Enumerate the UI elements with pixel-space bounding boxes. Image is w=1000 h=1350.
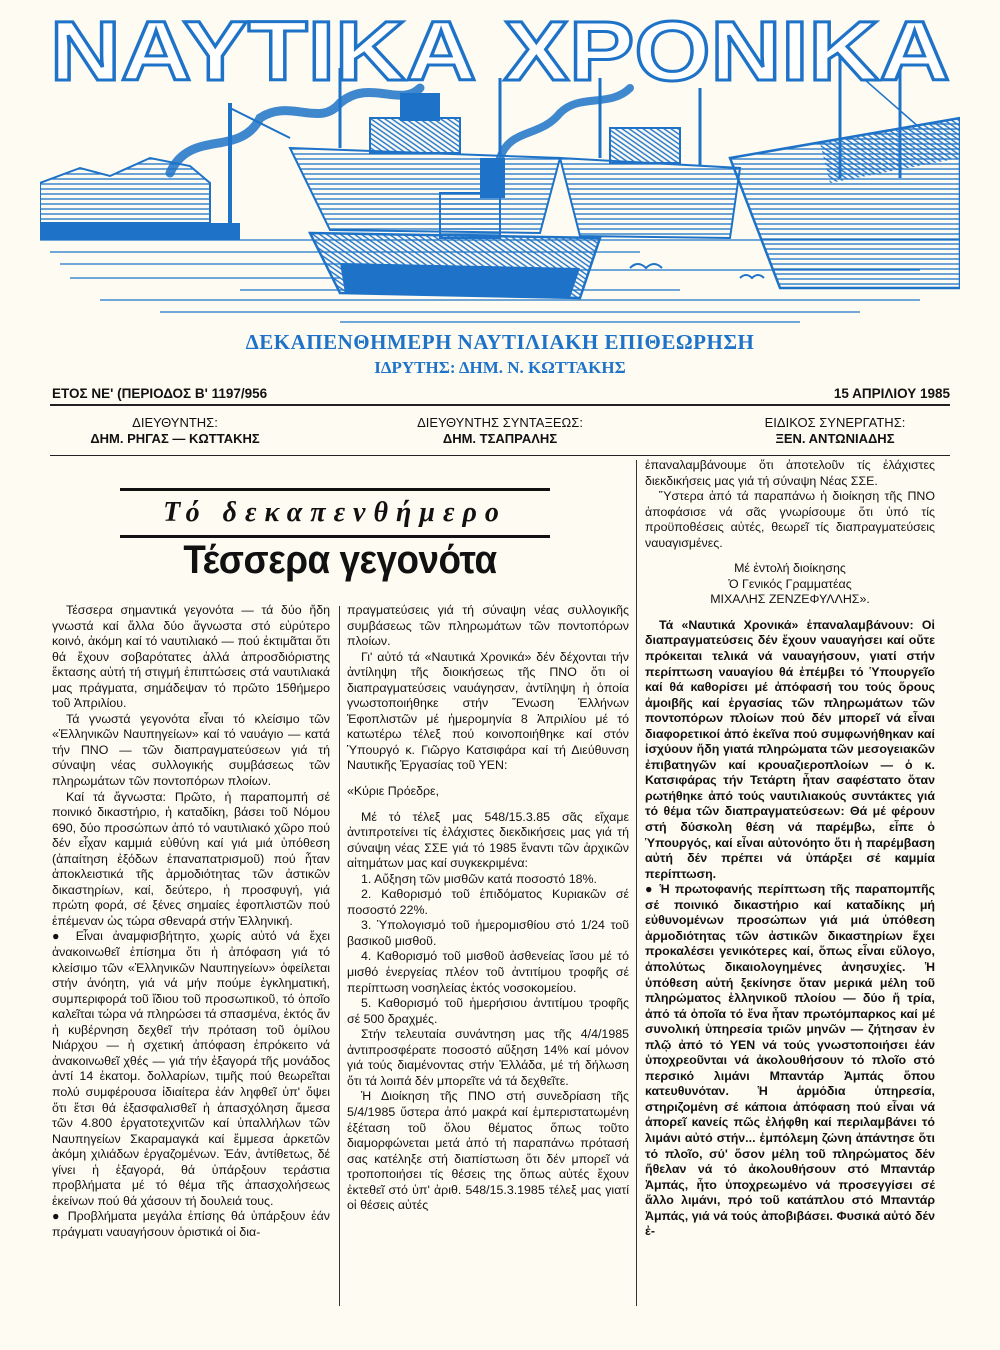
signature-line: Μέ ἐντολή διοίκησης — [734, 561, 846, 576]
paragraph: Στήν τελευταία συνάντηση μας τῆς 4/4/1985 ἀντιπροσφέρατε ποσοστό αὔξηση 14% καί μόνον γιά τούς διαμένοντας στήν Ἑλλάδα, μέ τή δήλωση ὅτι τά λοιπά δέν μπορεῖτε νά τά δεχθεῖτε. — [347, 1027, 629, 1088]
paragraph: Γι' αὐτό τά «Ναυτικά Χρονικά» δέν δέχονται τήν ἀντίληψη τῆς διοικήσεως τῆς ΠΝΟ ὅτι οἱ διαπραγματεύσεις ναυάγησαν, ἀντίληψη ἡ ὁποία γνωστοποιήθηκε στήν Ἕνωση Ἑλλήνων Ἐφοπλιστῶν μέ ἡμερομηνία 8 Ἀπριλίου μέ τό κατωτέρω τέλεξ πού κοινοποιήθηκε καί στόν Ὑπουργό κ. Γιῶργο Κατσιφάρα καί τή Διεύθυνση Ναυτικῆς Ἐργασίας τοῦ ΥΕΝ: — [347, 649, 629, 773]
header-rule — [50, 404, 950, 406]
demand-item: 3. Ὑπολογισμό τοῦ ἡμερομισθίου στό 1/24 τοῦ βασικοῦ μισθοῦ. — [347, 918, 629, 948]
paragraph: Ὕστερα ἀπό τά παραπάνω ἡ διοίκηση τῆς ΠΝΟ ἀποφάσισε νά σᾶς γνωρίσουμε ὅτι ὑπό τίς προϋποθέσεις αὐτές, θεωρεῖ τίς διαπραγματεύσεις ναυαγισμένες. — [645, 489, 935, 550]
staff-role: ΔΙΕΥΘΥΝΤΗΣ ΣΥΝΤΑΞΕΩΣ: — [417, 415, 583, 430]
paragraph: Μέ τό τέλεξ μας 548/15.3.85 σᾶς εἴχαμε ἀντιπροτείνει τίς ἐλάχιστες διεκδικήσεις μας γιά τή σύναψη νέας ΣΣΕ γιά τό 1985 ἔναντι τῶν ἀρχικῶν αἰτημάτων μας καί συγκεκριμένα: — [347, 809, 629, 871]
paragraph: Καί τά ἄγνωστα: Πρῶτο, ἡ παραπομπή σέ ποινικό δικαστήριο, ἡ καταδίκη, βάσει τοῦ Νόμου 690, δύο προσώπων ἀπό τό ναυτιλιακό χῶρο πού δέν εἶχαν καμμιά εὐθύνη καί γιά μιά ὑπόθεση (ἀπαίτηση ἐξόδων ἐπαναπατρισμοῦ) πού ἦταν ἀποκλειστικά τῆς ἁρμοδιότητας τῶν ἀστικῶν δικαστηρίων, καί, δεύτερο, ἡ προσφυγή, γιά πρώτη φορά, σέ ξένες σημαίες ἐφοπλιστῶν πού ἐπέμεναν ὡς τώρα σθεναρά στήν Ἑλληνική. — [52, 789, 330, 928]
column-rule — [636, 460, 637, 1306]
staff-editor — [370, 415, 630, 447]
staff-role: ΔΙΕΥΘΥΝΤΗΣ: — [132, 415, 218, 430]
paragraph: Τέσσερα σημαντικά γεγονότα — τά δύο ἤδη γνωστά καί ἄλλα δύο ἄγνωστα στό εὐρύτερο κοινό, ἀκόμη καί τό ναυτιλιακό — πού ἐκτιμᾶται ὅτι θά ἔχουν σοβαρότατες ἀλλά ἀπροσδιόριστης ἔκτασης αὐτή τή στιγμή ἐπιπτώσεις στά ναυτιλιακά μας πράγματα, σημάδεψαν τό πρῶτο 15θήμερο τοῦ Ἀπριλίου. — [52, 603, 330, 711]
masthead-illustration — [40, 8, 960, 333]
kicker-text: Τό δεκαπενθήμερο — [163, 497, 507, 528]
paragraph: ● Προβλήματα μεγάλα ἐπίσης θά ὑπάρξουν ἐάν πράγματι ναυαγήσουν ὁριστικά οἱ δια- — [52, 1209, 330, 1239]
masthead-title: ΝΑΥΤΙΚΑ ΧΡΟΝΙΚΑ — [50, 8, 950, 98]
paragraph: Ἡ Διοίκηση τῆς ΠΝΟ στή συνεδρίαση τῆς 5/4/1985 ὕστερα ἀπό μακρά καί ἐμπεριστατωμένη ἐξέταση τοῦ ὅλου θέματος ὅπως τοῦτο διαμορφώνεται μετά ἀπό τή παραπάνω πρότασή σας κατέληξε στή διαπίστωση ὅτι δέν μπορεῖ νά τροποποιήσει τίς θέσεις της ὅπως αὐτές ἔχουν ἐκτεθεῖ στό ὑπ' ἀριθ. 548/15.3.1985 τέλεξ μας γιατί οἱ θέσεις αὐτές — [347, 1089, 629, 1213]
paragraph: πραγματεύσεις γιά τή σύναψη νέας συλλογικῆς συμβάσεως τῶν πληρωμάτων τῶν ποντοπόρων πλοίων. — [347, 603, 629, 649]
staff-contributor — [720, 415, 950, 447]
section-kicker — [120, 488, 550, 538]
signature-line: Ὁ Γενικός Γραμματέας — [728, 576, 852, 591]
article-column-3 — [645, 458, 935, 1324]
paragraph: ● Εἶναι ἀναμφισβήτητο, χωρίς αὐτό νά ἔχει ἀνακοινωθεῖ ἐπίσημα ὅτι ἡ ἀπόφαση γιά τό κλείσιμο τῶν «Ἑλληνικῶν Ναυπηγείων» ὀφείλεται στήν ἀνόητη, γιά νά μήν πούμε ἐγκληματική, συμπεριφορά τοῦ ἴδιου τοῦ προσωπικοῦ, τό ὁποῖο καλεῖται τώρα νά πληρώσει τά σπασμένα, ἐκτός ἄν ἡ κυβέρνηση δεχθεῖ τήν πρόταση τοῦ ὁμίλου Νιάρχου — ἡ σχετική ἀπόφαση ἐπρόκειτο νά ἀνακοινωθεῖ χθές — γιά τήν ἐξαγορά τῆς μονάδος ἀντί 14 ἑκατομ. δολλαρίων, τιμῆς πού θεωρεῖται πολύ συμφέρουσα ἰδιαίτερα ἐάν ληφθεῖ ὑπ' ὄψει ὅτι ἔτσι θά ἐξασφαλισθεῖ ἡ ἀπασχόληση ἄμεσα τῶν 4.800 ἐργατοτεχνιτῶν καί ὑπαλλήλων τῶν Ναυπηγείων Σκαραμαγκά καί ἔμμεσα ἀρκετῶν ἀκόμη χιλιάδων ἐργαζομένων. Ἐάν, ἀντίθετως, δέ γίνει ἡ ἐξαγορά, θά ὑπάρξουν τεράστια προβλήματα μέ τό θέμα τῆς ἀπασχολήσεως ἐκείνων πού θά χάσουν τή δουλειά τους. — [52, 929, 330, 1208]
staff-name: ΔΗΜ. ΡΗΓΑΣ — ΚΩΤΤΑΚΗΣ — [90, 431, 260, 446]
publication-subtitle: ΔΕΚΑΠΕΝΘΗΜΕΡΗ ΝΑΥΤΙΛΙΑΚΗ ΕΠΙΘΕΩΡΗΣΗ — [245, 330, 755, 354]
staff-name: ΔΗΜ. ΤΣΑΠΡΑΛΗΣ — [442, 431, 558, 446]
demand-item: 5. Καθορισμό τοῦ ἡμερήσιου ἀντιτίμου τροφῆς σέ 500 δραχμές. — [347, 996, 629, 1026]
staff-role: ΕΙΔΙΚΟΣ ΣΥΝΕΡΓΑΤΗΣ: — [764, 415, 906, 430]
demand-item: 2. Καθορισμό τοῦ ἐπιδόματος Κυριακῶν σέ ποσοστό 22%. — [347, 887, 629, 917]
letter-salutation: «Κύριε Πρόεδρε, — [347, 784, 440, 799]
issue-date: 15 ΑΠΡΙΛΙΟΥ 1985 — [833, 386, 950, 401]
article-column-2 — [347, 603, 629, 1323]
demand-item: 4. Καθορισμό τοῦ μισθοῦ ἀσθενείας ἴσου μέ τό μισθό ἐνεργείας πλέον τοῦ ἀντιτίμου τροφῆς σέ περίπτωση νοσηλείας ἐκτός νοσοκομείου. — [347, 949, 629, 995]
staff-rule — [50, 455, 950, 456]
staff-name: ΞΕΝ. ΑΝΤΩΝΙΑΔΗΣ — [775, 431, 895, 446]
signature-name: ΜΙΧΑΛΗΣ ΖΕΝΖΕΦΥΛΛΗΣ». — [710, 592, 870, 607]
issue-volume: ΕΤΟΣ ΝΕ' (ΠΕΡΙΟΔΟΣ Β' 1197/956 — [52, 386, 268, 401]
demand-item: 1. Αὔξηση τῶν μισθῶν κατά ποσοστό 18%. — [361, 871, 597, 886]
staff-director — [60, 415, 290, 447]
paragraph: ἐπαναλαμβάνουμε ὅτι ἀποτελοῦν τίς ἐλάχιστες διεκδικήσεις μας γιά τή σύναψη Νέας ΣΣΕ. — [645, 458, 935, 488]
paragraph: ● Ἡ πρωτοφανής περίπτωση τῆς παραπομπῆς σέ ποινικό δικαστήριο καί καταδίκης μή εὐθυνομένων προσώπων γιά μιά ὑπόθεση ἁρμοδιότητας τῶν ἀστικῶν δικαστηρίων ἔχει προκαλέσει γενικότερες καί, ὅπως εἶναι εὔλογο, ἀπολύτως δικαιολογημένες ἀνησυχίες. Ἡ ὑπόθεση αὐτή ξεκίνησε ὅταν μερικά μέλη τοῦ πληρώματος ἑλληνικοῦ πλοίου — δύο ἤ τρία, ἀπό τά ὁποῖα τό ἕνα ἦταν πρωτόμπαρκος καί μέ συνολική ὑπηρεσία τριῶν μηνῶν — ζήτησαν ἐν πλῷ ἀπό τό ΥΕΝ νά τούς γνωστοποιήσει ἐάν ὑποχρεοῦνται νά ἀκολουθήσουν τό πλοῖο στό περσικό λιμάνι Μπαντάρ Ἀμπάς ὅπου κατευθυνόταν. Ἡ ἁρμόδια ὑπηρεσία, στηριζομένη σέ κάποια ἀπόφαση πού εἶναι νά ἀπορεῖ κανείς πῶς ἐλήφθη καί περιλαμβάνει τό λιμάνι αὐτό στήν... ἐμπόλεμη ζώνη ἀπάντησε ὅτι τό πλοῖο, σύ' ὅσον μέλη τοῦ πληρώματος δέν ἤθελαν νά τό ἀκολουθήσουν στό Μπαντάρ Ἀμπάς, ἦτο ὑποχρεωμένο νά προσεγγίσει σέ ἄλλο λιμάνι, πρό τοῦ κατάπλου στό Μπαντάρ Ἀμπάς, γιά νά τούς ἀποβιβάσει. Φυσικά αὐτό δέν ἐ- — [645, 882, 935, 1239]
article-column-1 — [52, 603, 330, 1323]
column-rule — [339, 606, 340, 1306]
article-headline: Τέσσερα γεγονότα — [183, 538, 497, 582]
paragraph: Τά γνωστά γεγονότα εἶναι τό κλείσιμο τῶν «Ἑλληνικῶν Ναυπηγείων» καί τό ναυάγιο — κατά τήν ΠΝΟ — τῶν διαπραγματεύσεων γιά τή σύναψη νέας συλλογικής συμβάσεως τῶν πληρωμάτων τῶν ποντοπόρων πλοίων. — [52, 711, 330, 789]
founder-line: ΙΔΡΥΤΗΣ: ΔΗΜ. Ν. ΚΩΤΤΑΚΗΣ — [374, 358, 626, 377]
paragraph: Τά «Ναυτικά Χρονικά» ἐπαναλαμβάνουν: Οἱ διαπραγματεύσεις δέν ἔχουν ναυαγήσει καί οὔτε πρόκειται τελικά νά ναυαγήσουν, γιατί στήν περίπτωση ναυαγίου θά ἐπέμβει τό Ὑπουργεῖο καί θά καθορίσει μέ ἀπόφασή του τούς ὅρους ἀμοιβῆς καί ἐργασίας τῶν πληρωμάτων τῶν ποντοπόρων πλοίων πού δέν μπορεῖ νά εἶναι διαφορετικοί ἀπό ἐκεῖνα πού συμφωνήθηκαν καί ἰσχύουν ἤδη γιατά πληρώματα τῶν μεσογειακῶν ἐπιβατηγῶν καί κρουαζιεροπλοίων — ὁ κ. Κατσιφάρας τήν Τετάρτη ἦταν σαφέστατο ὅταν ρωτήθηκε ἀπό τούς ναυτιλιακούς συντάκτες γιά τό θέμα τῶν διαπραγματεύσεων: Θά μέ φέρουν στή δύσκολη θέση νά παρέμβω, εἶπε ὁ Ὑπουργός, καί εἶναι αὐτονόητο ὅτι ἡ παρέμβαση αὐτή δέν πρέπει νά ὑπάρξει σέ καμμία περίπτωση. — [645, 617, 935, 881]
